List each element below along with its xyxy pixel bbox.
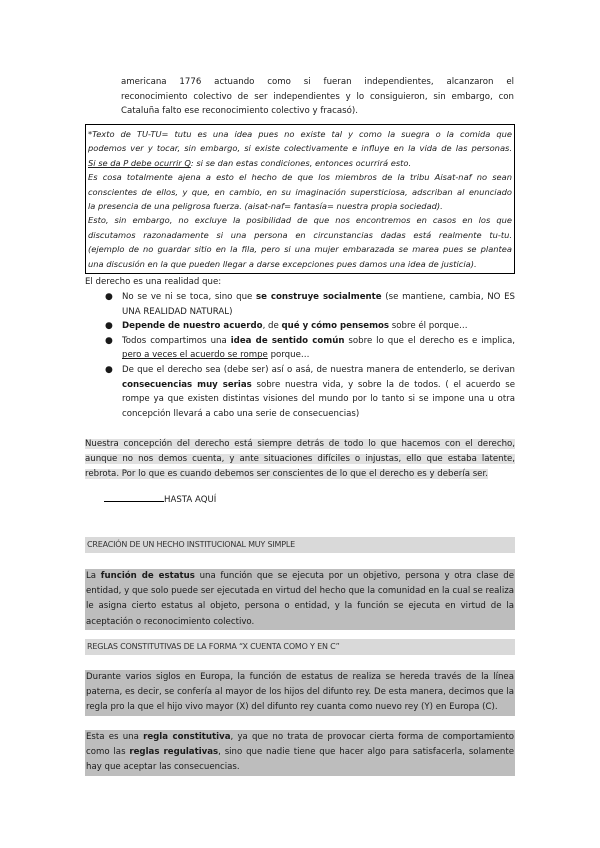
bullet-icon: ● [105,292,113,302]
bullet-text: sobre nuestra vida, y sobre la de todos. ( el acuerdo se rompe ya que existen distintas visiones del mundo por lo tanto si se impone una u otra concepción llevará a cabo una serie de consecuencias) [122,379,515,419]
box-line: *Texto de TU-TU= tutu es una idea pues no existe tal y como la suegra o la comida que [88,129,512,139]
box-line: discutamos razonadamente si una persona en circunstancias dadas está realmente tu-tu. [88,229,512,240]
box-line: (ejemplo de no guardar sitio en la fila, pero si una mujer embarazada se marea pues se plantea [88,244,512,255]
bullet-icon: ● [105,335,113,346]
bullet-text: De que el derecho sea (debe ser) así o asá, de nuestra manera de entenderlo, se derivan [122,364,515,375]
bullet-text: Todos compartimos una [122,335,231,346]
intro-line-1: americana 1776 actuando como si fueran independientes, alcanzaron el [121,77,514,87]
bullet-bold: Depende de nuestro acuerdo [122,321,263,332]
bullet-bold: se construye socialmente [255,292,382,302]
conclusion-line: aunque no nos demos cuenta, y ante situaciones difíciles o injustas, ello que estaba latente, [85,454,515,464]
intro-line-3: Cataluña falto ese reconocimiento colectivo y fracasó). [121,106,358,117]
bullet-text: porque… [267,350,310,361]
constitutiva-bold: regla constitutiva [143,732,231,742]
bullet-text: (se mantiene, cambia, NO ES UNA REALIDAD NATURAL) [122,292,515,317]
funcion-text: La [86,571,101,581]
bullet-bold: idea de sentido común [230,335,345,346]
constitutiva-text: , ya que no trata de provocar cierta forma de comportamiento como las [86,732,514,758]
box-rule-underlined: Si se da P debe ocurrir Q [88,157,191,168]
regla-constitutiva-paragraph [85,730,515,776]
list-item [85,334,515,363]
blank-line [104,501,164,502]
box-line: podemos ver y tocar, sin embargo, si existe colectivamente e influye en la vida de las personas. [88,143,512,154]
bullet-icon: ● [105,364,113,375]
bullet-text: No se ve ni se toca, sino que [122,292,256,302]
bullet-bold: qué y cómo pensemos [281,321,390,332]
box-line: la presencia de una peligrosa fuerza. (aisat-naf= fantasía= nuestra propia sociedad). [88,201,443,212]
tutu-box [85,124,515,274]
box-line: Esto, sin embargo, no excluye la posibilidad de que nos encontremos en casos en los que [88,215,512,226]
box-rule-rest: : si se dan estas condiciones, entonces ocurrirá esto. [190,157,412,168]
europa-text: Durante varios siglos en Europa, la función de estatus de realiza se hereda través de la línea paterna, es decir, se confería al mayor de los hijos del difunto rey. De esta manera, decimos que la regla pro la que el hijo vivo mayor (X) del difunto rey cuanta como nuevo rey (Y) en Europa (C). [86,672,514,713]
box-line [88,156,512,170]
list-item [85,319,515,334]
hasta-aqui-label: HASTA AQUÍ [164,495,217,505]
bullet-bold: consecuencias muy serias [122,379,252,390]
section-heading-text: REGLAS CONSTITUTIVAS DE LA FORMA “X CUENTA COMO Y EN C” [87,642,340,651]
box-line: una discusión en la que pueden llegar a darse excepciones pues damos una idea de justicia). [88,258,477,269]
bullet-text: , de [262,321,282,332]
constitutiva-bold: reglas regulativas [129,747,219,758]
derecho-intro: El derecho es una realidad que: [85,277,222,287]
bullet-text: sobre él porque… [389,321,468,332]
intro-paragraph [121,75,514,119]
section-heading-text: CREACIÓN DE UN HECHO INSTITUCIONAL MUY SIMPLE [87,540,295,549]
box-line: conscientes de ellos, y que, en cambio, en su imaginación supersticiosa, adscriban al enunciado [88,186,512,197]
bullet-underlined: pero a veces el acuerdo se rompe [122,350,268,361]
constitutiva-text: , sino que nadie tiene que hacer algo para satisfacerla, solamente hay que aceptar las consecuencias. [86,747,514,773]
intro-line-2: reconocimiento colectivo de ser independientes y lo consiguieron, sin embargo, con [121,91,514,102]
bullet-icon: ● [105,321,113,332]
section-heading-hecho-institucional [85,537,515,553]
hasta-aqui-marker [104,495,216,505]
funcion-estatus-paragraph [85,569,515,630]
section-heading-reglas-constitutivas [85,639,515,655]
funcion-bold: función de estatus [100,571,195,581]
conclusion-line: Nuestra concepción del derecho está siempre detrás de todo lo que hacemos con el derecho, [85,439,515,449]
list-item [85,363,515,421]
bullet-text: sobre lo que el derecho es e implica, [344,335,515,346]
box-line: Es cosa totalmente ajena a esto el hecho de que los miembros de la tribu Aisat-naf no sean [88,172,512,183]
derecho-bullet-list [85,290,515,421]
conclusion-line: rebrota. Por lo que es cuando debemos ser conscientes de lo que el derecho es y debería ser. [85,469,488,479]
constitutiva-text: Esta es una [86,732,144,742]
conclusion-paragraph [85,437,515,482]
list-item [85,290,515,319]
funcion-text: una función que se ejecuta por un objetivo, persona y otra clase de entidad, y que solo puede ser ejecutada en virtud del hecho que la comunidad en la cual se realiza le asigna cierto estatus al objeto, persona o entidad, y la función se ejecuta en virtud de la aceptación o reconocimiento colectivo. [86,571,514,627]
europa-paragraph [85,670,515,716]
